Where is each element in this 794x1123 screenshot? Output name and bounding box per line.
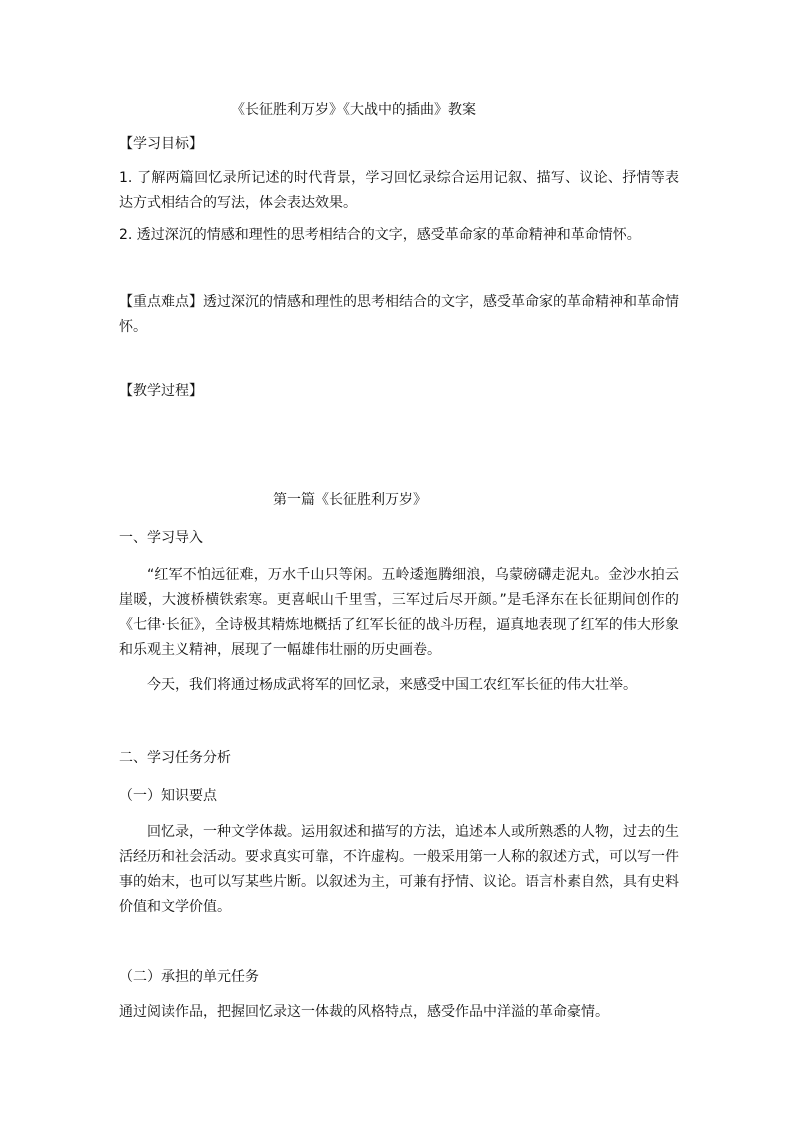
part-one-title: 第一篇《长征胜利万岁》 bbox=[273, 492, 427, 508]
intro-paragraph-1: “红军不怕远征难，万水千山只等闲。五岭逶迤腾细浪，乌蒙磅礴走泥丸。金沙水拍云崖暖，大渡桥横铁索寒。更喜岷山千里雪，三军过后尽开颜。”是毛泽东在长征期间创作的《七律·长征》，全诗极其精炼地概括了红军长征的战斗历程，逼真地表现了红军的伟大形象和乐观主义精神，展现了一幅雄伟壮丽的历史画卷。 bbox=[119, 567, 679, 658]
knowledge-paragraph: 回忆录，一种文学体裁。运用叙述和描写的方法，追述本人或所熟悉的人物，过去的生活经历和社会活动。要求真实可靠，不许虚构。一般采用第一人称的叙述方式，可以写一件事的始末，也可以写某些片断。以叙述为主，可兼有抒情、议论。语言朴素自然，具有史料价值和文学价值。 bbox=[119, 824, 679, 915]
knowledge-heading: （一）知识要点 bbox=[119, 788, 217, 804]
key-points-paragraph: 【重点难点】透过深沉的情感和理性的思考相结合的文字，感受革命家的革命精神和革命情怀。 bbox=[119, 294, 679, 335]
tasks-heading: （二）承担的单元任务 bbox=[119, 969, 259, 985]
goal-item-1: 1. 了解两篇回忆录所记述的时代背景，学习回忆录综合运用记叙、描写、议论、抒情等表达方式相结合的写法，体会表达效果。 bbox=[119, 170, 679, 211]
goals-heading: 【学习目标】 bbox=[119, 136, 203, 152]
analysis-heading: 二、学习任务分析 bbox=[119, 750, 231, 766]
goal-item-2: 2. 透过深沉的情感和理性的思考相结合的文字，感受革命家的革命精神和革命情怀。 bbox=[119, 227, 641, 243]
document-title: 《长征胜利万岁》《大战中的插曲》教案 bbox=[231, 102, 476, 118]
process-heading: 【教学过程】 bbox=[119, 383, 203, 399]
intro-paragraph-2: 今天，我们将通过杨成武将军的回忆录，来感受中国工农红军长征的伟大壮举。 bbox=[147, 677, 637, 693]
tasks-paragraph: 通过阅读作品，把握回忆录这一体裁的风格特点，感受作品中洋溢的革命豪情。 bbox=[119, 1004, 609, 1020]
intro-heading: 一、学习导入 bbox=[119, 530, 203, 546]
